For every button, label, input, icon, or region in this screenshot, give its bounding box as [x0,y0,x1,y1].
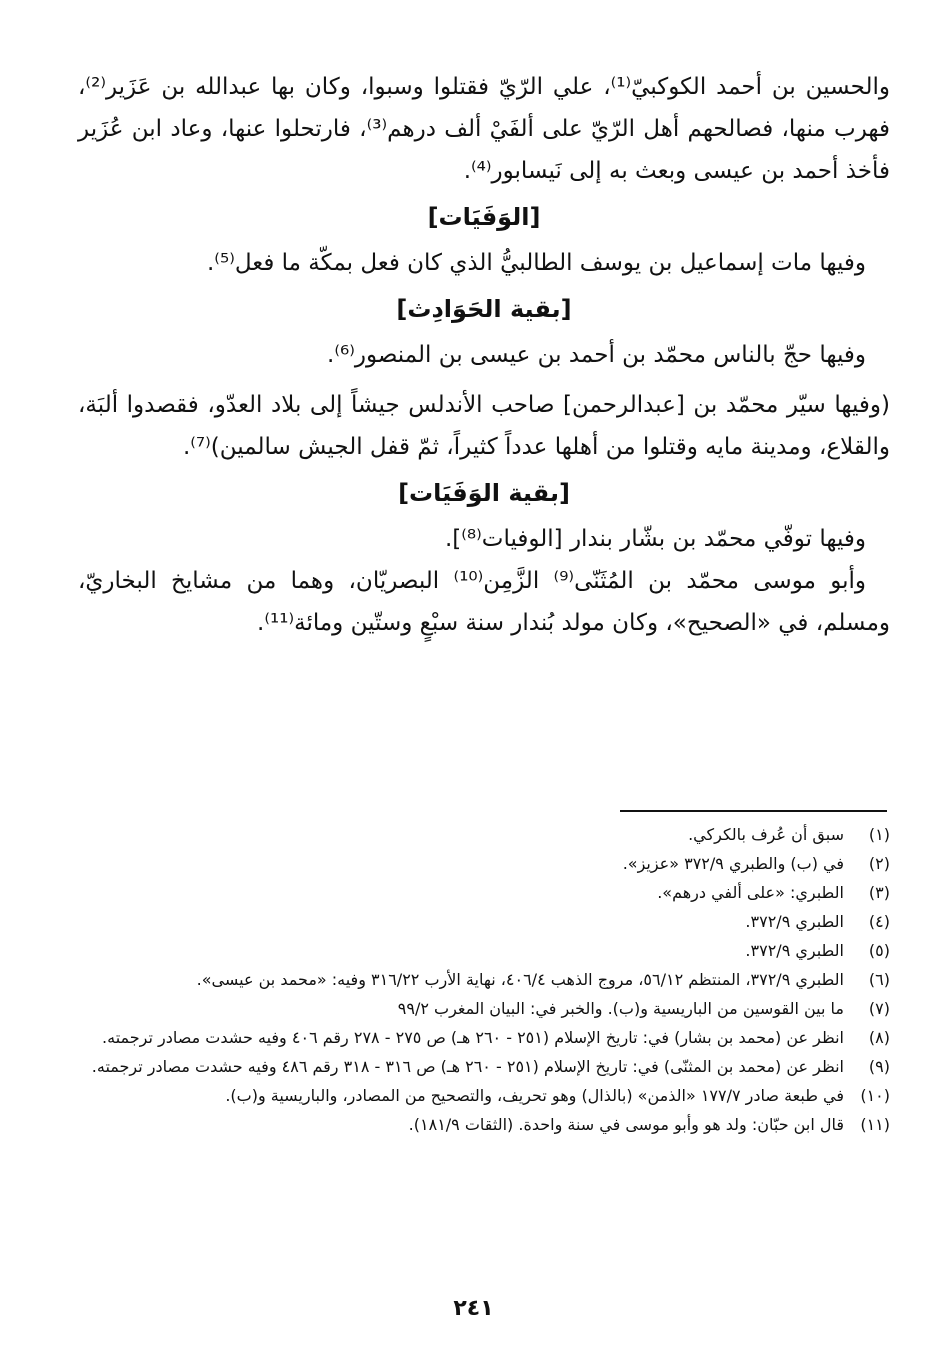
footnote-text: انظر عن (محمد بن المثنّى) في: تاريخ الإسلام (٢٥١ - ٢٦٠ هـ) ص ٣١٦ - ٣١٨ رقم ٤٨٦ وفيه حشدت مصادر ترجمته. [91,1057,844,1076]
footnote-number: (٤) [868,912,890,931]
footnote [78,851,890,876]
paragraph-5: وفيها توفّي محمّد بن بشّار بندار [الوفيات⁽⁸⁾]. [444,526,866,552]
footnote-text: الطبري ٣٧٢/٩. [745,912,844,931]
paragraph-1: والحسين بن أحمد الكوكبيّ⁽¹⁾، علي الرّيّ فقتلوا وسبوا، وكان بها عبدالله بن عَزَير⁽²⁾، فهرب منها، فصالحهم أهل الرّيّ على ألفَيْ ألف درهم⁽³⁾، فارتحلوا عنها، وعاد ابن عُزَير فأخذ أحمد بن عيسى وبعث به إلى نَيسابور⁽⁴⁾. [78,74,890,184]
footnote-text: الطبري ٣٧٢/٩. [745,941,844,960]
footnotes [78,822,890,1141]
footnote [78,1083,890,1108]
footnote [78,909,890,934]
footnote [78,996,890,1021]
heading-remaining-events: [بقية الحَوَادِث] [396,295,572,323]
footnote-number: (٢) [868,854,890,873]
footnote-number: (٧) [868,999,890,1018]
footnote-number: (١٠) [860,1086,890,1105]
footnote-number: (٦) [868,970,890,989]
footnote-number: (١) [868,825,890,844]
footnote [78,938,890,963]
footnote-text: في (ب) والطبري ٣٧٢/٩ «عزيز». [622,854,844,873]
footnote [78,967,890,992]
footnote-text: انظر عن (محمد بن بشار) في: تاريخ الإسلام (٢٥١ - ٢٦٠ هـ) ص ٢٧٥ - ٢٧٨ رقم ٤٠٦ وفيه حشدت مصادر ترجمته. [102,1028,844,1047]
footnote [78,822,890,847]
page-number: ٢٤١ [453,1296,494,1321]
footnote [78,1112,890,1137]
main-text [78,66,890,644]
footnote-divider [620,810,887,812]
footnote [78,1025,890,1050]
paragraph-6: وأبو موسى محمّد بن المُثَنّى⁽⁹⁾ الزَّمِن⁽¹⁰⁾ البصريّان، وهما من مشايخ البخاريّ، ومسلم، في «الصحيح»، وكان مولد بُندار سنة سبْعٍ وستّين ومائة⁽¹¹⁾. [78,568,890,636]
footnote-text: قال ابن حبّان: ولد هو وأبو موسى في سنة واحدة. (الثقات ١٨١/٩). [408,1115,844,1134]
heading-remaining-wafayat: [بقية الوَفَيَات] [398,479,570,507]
footnote-number: (٥) [868,941,890,960]
footnote-text: الطبري: «على ألفي درهم». [657,883,844,902]
footnote-number: (٣) [868,883,890,902]
footnote-text: ما بين القوسين من الباريسية و(ب). والخبر في: البيان المغرب ٩٩/٢ [397,999,844,1018]
footnote [78,1054,890,1079]
footnote-text: سبق أن عُرف بالكركي. [688,825,844,844]
footnote-number: (١١) [860,1115,890,1134]
paragraph-2: وفيها مات إسماعيل بن يوسف الطالبيُّ الذي كان فعل بمكّة ما فعل⁽⁵⁾. [206,250,866,276]
footnote-number: (٩) [868,1057,890,1076]
footnote-text: الطبري ٣٧٢/٩، المنتظم ٥٦/١٢، مروج الذهب ٤٠٦/٤، نهاية الأرب ٣١٦/٢٢ وفيه: «محمد بن عيسى». [196,970,844,989]
footnote-text: في طبعة صادر ١٧٧/٧ «الذمن» (بالذال) وهو تحريف، والتصحيح من المصادر، والباريسية و(ب). [225,1086,844,1105]
footnote [78,880,890,905]
footnote-number: (٨) [868,1028,890,1047]
heading-wafayat: [الوَفَيَات] [427,203,541,231]
paragraph-4: (وفيها سيّر محمّد بن [عبدالرحمن] صاحب الأندلس جيشاً إلى بلاد العدّو، فقصدوا ألبَة، والقلاع، ومدينة مايه وقتلوا من أهلها عدداً كثيراً، ثمّ قفل الجيش سالمين)⁽⁷⁾. [78,392,890,460]
paragraph-3: وفيها حجّ بالناس محمّد بن أحمد بن عيسى بن المنصور⁽⁶⁾. [327,342,866,368]
